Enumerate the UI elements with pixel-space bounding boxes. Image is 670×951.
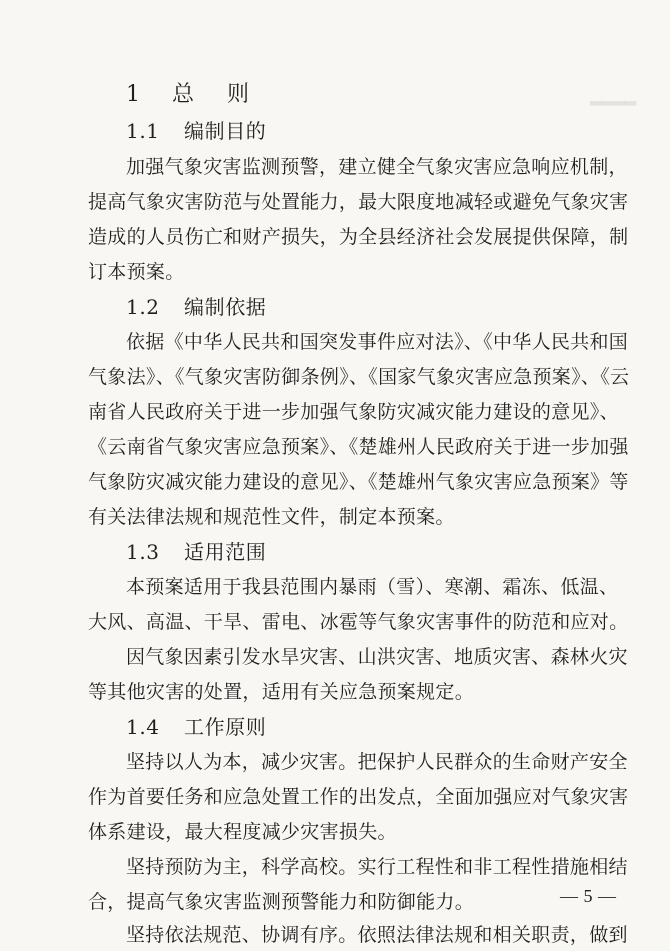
body-line: 南省人民政府关于进一步加强气象防灾减灾能力建设的意见》、 — [88, 401, 619, 423]
body-line: 合，提高气象灾害监测预警能力和防御能力。 — [88, 891, 475, 913]
body-line: 作为首要任务和应急处置工作的出发点，全面加强应对气象灾害 — [88, 786, 629, 808]
body-line: 因气象因素引发水旱灾害、山洪灾害、地质灾害、森林火灾 — [126, 646, 628, 668]
section-title: 适用范围 — [184, 540, 267, 564]
body-line: 体系建设，最大程度减少灾害损失。 — [88, 821, 397, 843]
body-line: 等其他灾害的处置，适用有关应急预案规定。 — [88, 681, 475, 703]
chapter-title — [0, 78, 670, 112]
section-title: 编制依据 — [184, 295, 267, 319]
body-line: 有关法律法规和规范性文件，制定本预案。 — [88, 506, 455, 528]
body-line: 气象法》、《气象灾害防御条例》、《国家气象灾害应急预案》、《云 — [88, 366, 630, 388]
body-line: 坚持依法规范、协调有序。依照法律法规和相关职责，做到 — [126, 924, 628, 946]
body-line: 依据《中华人民共和国突发事件应对法》、《中华人民共和国 — [126, 331, 629, 353]
section-heading — [0, 535, 670, 569]
body-line: 订本预案。 — [88, 261, 185, 283]
section-title: 工作原则 — [184, 715, 267, 739]
chapter-title-left: 总 — [172, 82, 196, 107]
body-line: 本预案适用于我县范围内暴雨（雪）、寒潮、霜冻、低温、 — [126, 576, 619, 598]
section-number: 1.4 — [126, 715, 160, 739]
body-line: 坚持预防为主，科学高校。实行工程性和非工程性措施相结 — [126, 856, 628, 878]
body-line: 《云南省气象灾害应急预案》、《楚雄州人民政府关于进一步加强 — [88, 436, 629, 458]
chapter-title-right: 则 — [227, 82, 251, 107]
section-title: 编制目的 — [184, 119, 267, 143]
page-number: — 5 — — [560, 886, 617, 906]
section-heading — [0, 114, 670, 148]
body-line: 气象防灾减灾能力建设的意见》、《楚雄州气象灾害应急预案》等 — [88, 471, 629, 493]
section-number: 1.1 — [126, 119, 160, 143]
body-line: 坚持以人为本，减少灾害。把保护人民群众的生命财产安全 — [126, 751, 628, 773]
body-line: 提高气象灾害防范与处置能力，最大限度地减轻或避免气象灾害 — [88, 191, 629, 213]
body-line: 大风、高温、干旱、雷电、冰雹等气象灾害事件的防范和应对。 — [88, 611, 629, 633]
body-line: 造成的人员伤亡和财产损失，为全县经济社会发展提供保障，制 — [88, 226, 629, 248]
section-heading — [0, 290, 670, 324]
bleed-through-text: ▂▂▂▂ — [590, 88, 637, 106]
section-number: 1.2 — [126, 295, 160, 319]
section-heading — [0, 710, 670, 744]
chapter-number: 1 — [126, 82, 141, 107]
section-number: 1.3 — [126, 540, 160, 564]
body-line: 加强气象灾害监测预警，建立健全气象灾害应急响应机制， — [126, 156, 628, 178]
